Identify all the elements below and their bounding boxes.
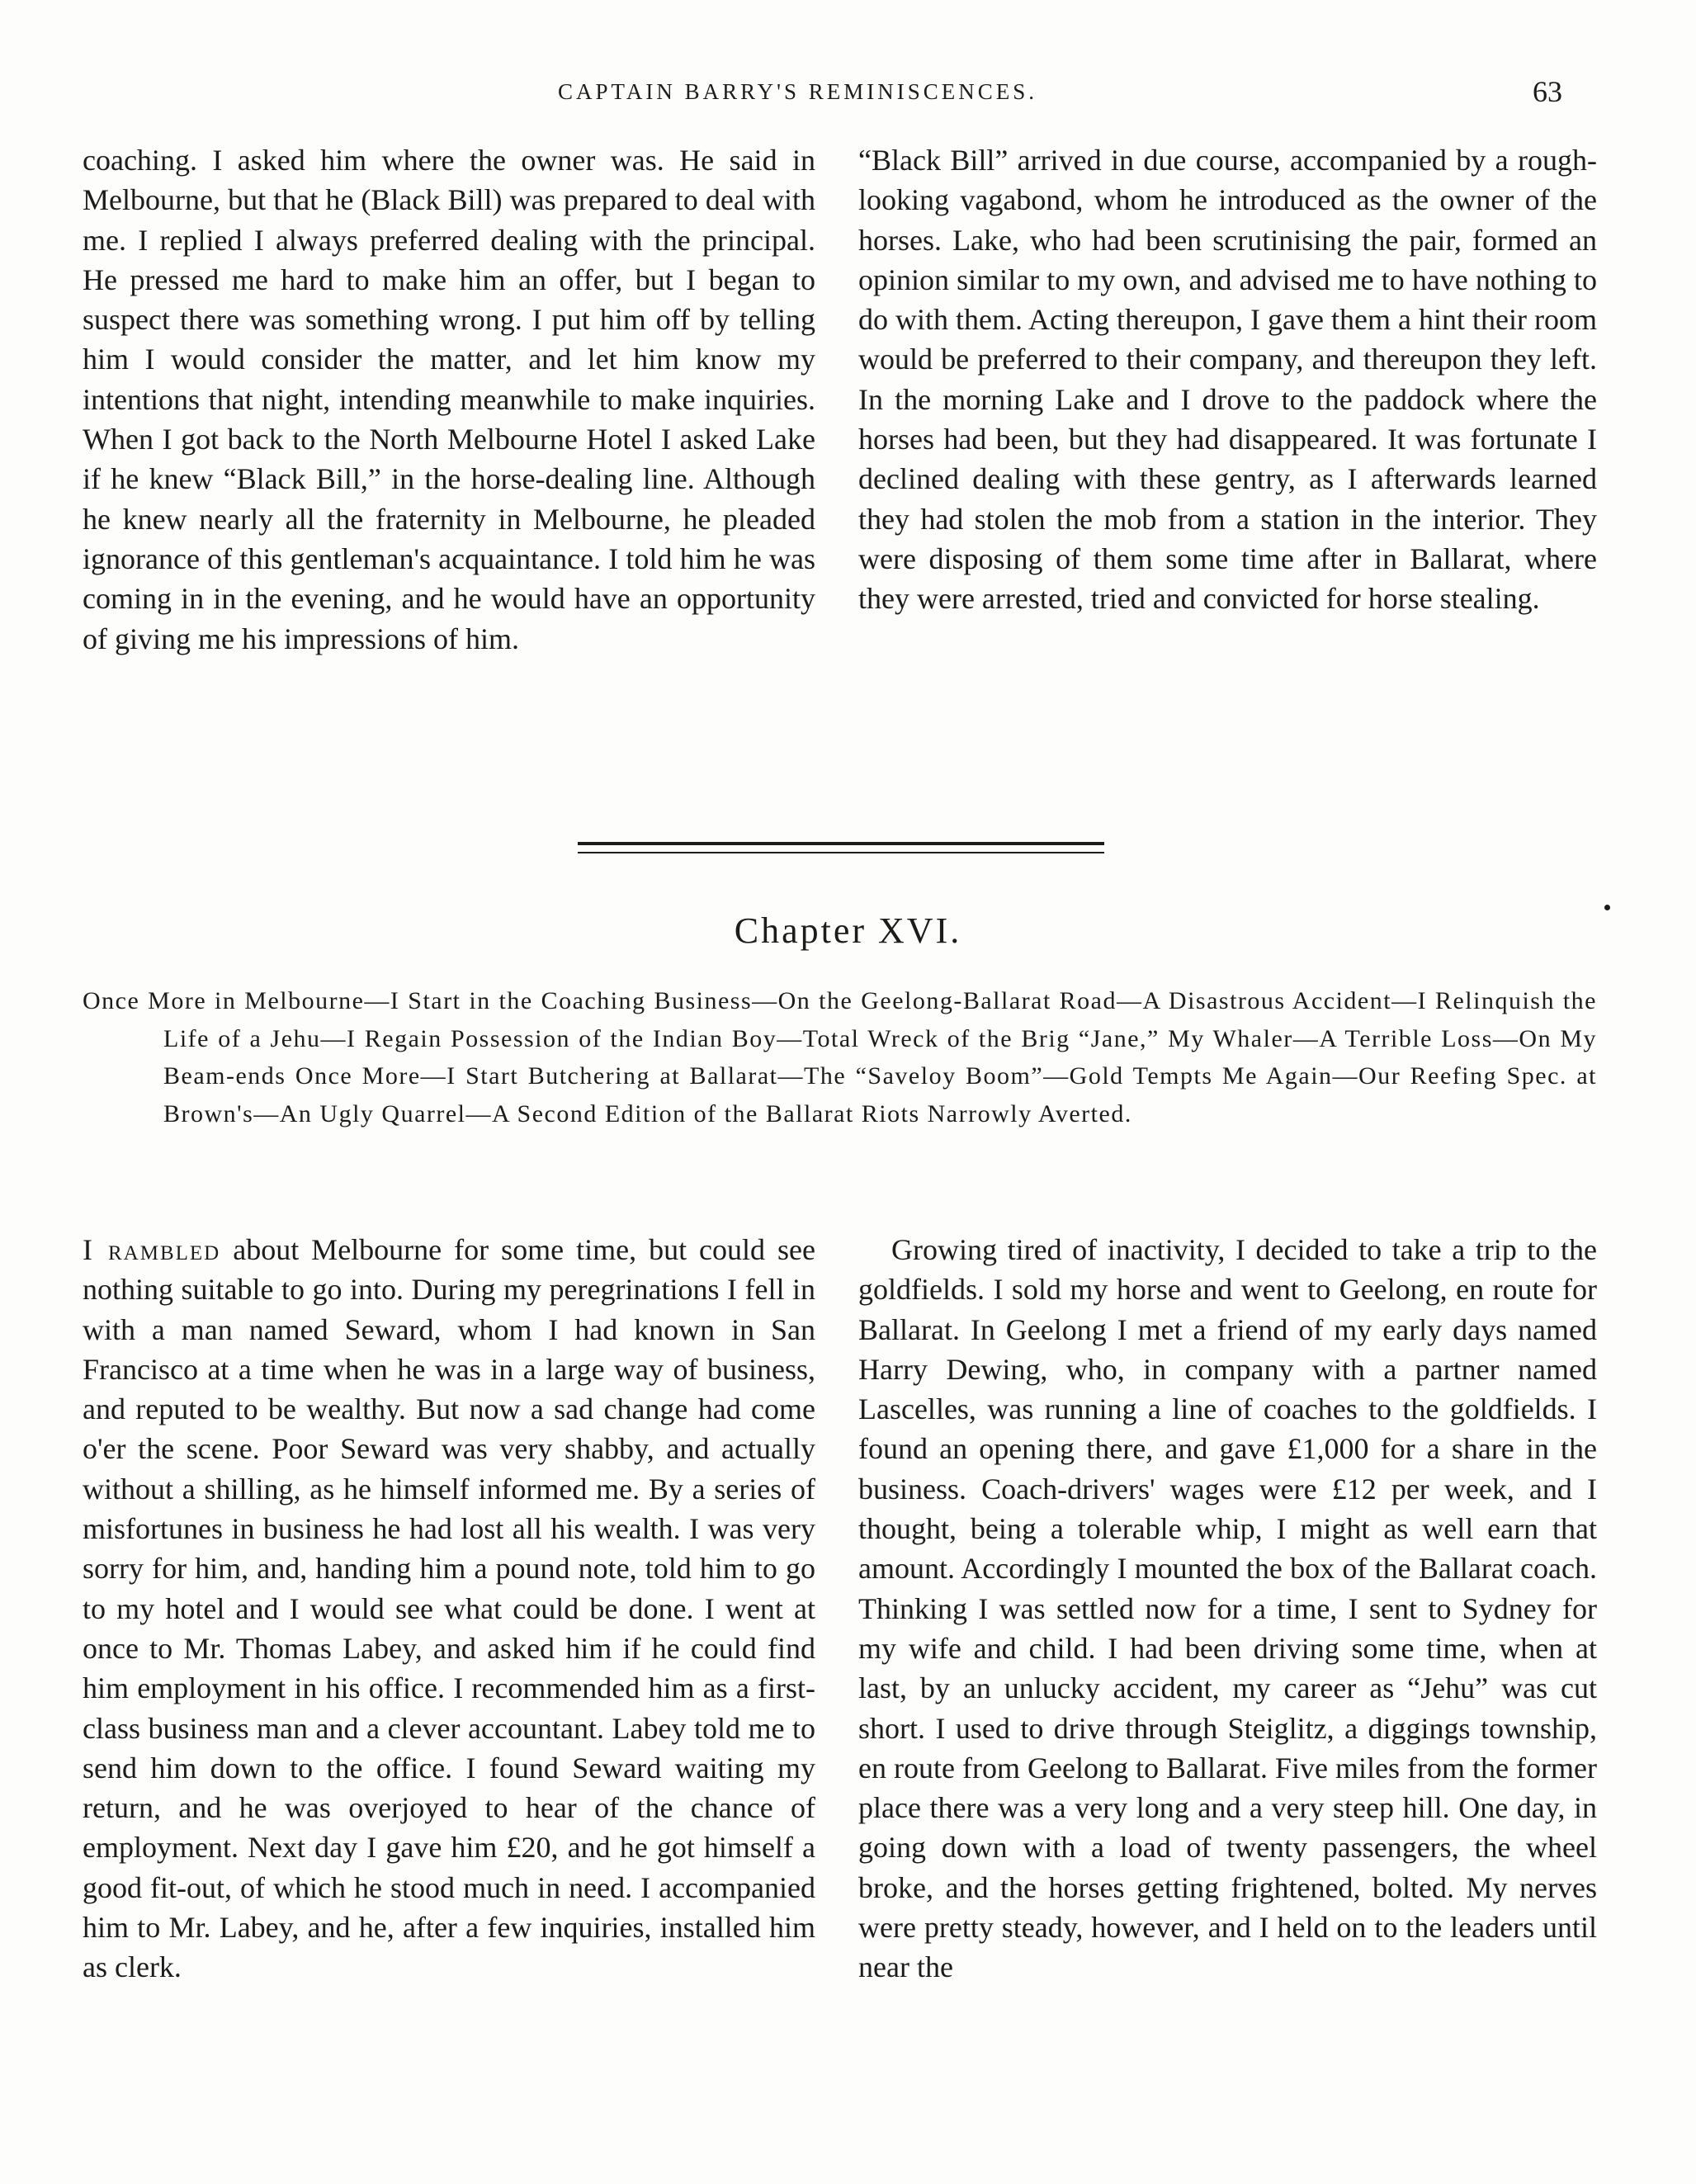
bottom-left-paragraph	[83, 1230, 815, 1988]
top-left-paragraph: coaching. I asked him where the owner was. He said in Melbourne, but that he (Black Bill) was prepared to deal with me. I replied I always preferred dealing with the principal. He pressed me hard to make him an offer, but I began to suspect there was something wrong. I put him off by telling him I would consider the matter, and let him know my intentions that night, intending meanwhile to make inquiries. When I got back to the North Melbourne Hotel I asked Lake if he knew “Black Bill,” in the horse-dealing line. Although he knew nearly all the fraternity in Melbourne, he pleaded ignorance of this gentleman's acquaintance. I told him he was coming in in the evening, and he would have an opportunity of giving me his impressions of him.	[83, 144, 815, 655]
page-header	[0, 75, 1696, 121]
running-title: CAPTAIN BARRY'S REMINISCENCES.	[558, 79, 1038, 104]
chapter-synopsis: Once More in Melbourne—I Start in the Coaching Business—On the Geelong-Ballarat Road—A Disastrous Accident—I Relinquish the Life of a Jehu—I Regain Possession of the Indian Boy—Total Wreck of the Brig “Jane,” My Whaler—A Terrible Loss—On My Beam-ends Once More—I Start Butchering at Ballarat—The “Saveloy Boom”—Gold Tempts Me Again—Our Reefing Spec. at Brown's—An Ugly Quarrel—A Second Edition of the Ballarat Riots Narrowly Averted.	[83, 987, 1597, 1127]
top-right-paragraph: “Black Bill” arrived in due course, accompanied by a rough-looking vagabond, whom he introduced as the owner of the horses. Lake, who had been scrutinising the pair, formed an opinion similar to my own, and advised me to have nothing to do with them. Acting thereupon, I gave them a hint their room would be preferred to their company, and thereupon they left. In the morning Lake and I drove to the paddock where the horses had been, but they had disappeared. It was fortunate I declined dealing with these gentry, as I afterwards learned they had stolen the mob from a station in the interior. They were disposing of them some time after in Ballarat, where they were arrested, tried and convicted for horse stealing.	[858, 144, 1597, 616]
opening-words: I rambled	[83, 1233, 221, 1266]
chapter-divider-thick	[578, 842, 1104, 845]
bottom-right-paragraph: Growing tired of inactivity, I decided to take a trip to the goldfields. I sold my horse and went to Geelong, en route for Ballarat. In Geelong I met a friend of my early days named Harry Dewing, who, in company with a partner named Lascelles, was running a line of coaches to the goldfields. I found an opening there, and gave £1,000 for a share in the business. Coach-drivers' wages were £12 per week, and I thought, being a tolerable whip, I might as well earn that amount. Accordingly I mounted the box of the Ballarat coach. Thinking I was settled now for a time, I sent to Sydney for my wife and child. I had been driving some time, when at last, by an unlucky accident, my career as “Jehu” was cut short. I used to drive through Steiglitz, a diggings township, en route from Geelong to Ballarat. Five miles from the former place there was a very long and a very steep hill. One day, in going down with a load of twenty passengers, the wheel broke, and the horses getting frightened, bolted. My nerves were pretty steady, however, and I held on to the leaders until near the	[858, 1233, 1597, 1984]
chapter-divider-thin	[578, 852, 1104, 853]
bottom-right-column	[858, 1230, 1597, 1988]
bottom-left-body: about Melbourne for some time, but could see nothing suitable to go into. During my peregrinations I fell in with a man named Seward, whom I had known in San Francisco at a time when he was in a large way of business, and reputed to be wealthy. But now a sad change had come o'er the scene. Poor Seward was very shabby, and actually without a shilling, as he himself informed me. By a series of misfortunes in business he had lost all his wealth. I was very sorry for him, and, handing him a pound note, told him to go to my hotel and I would see what could be done. I went at once to Mr. Thomas Labey, and asked him if he could find him employment in his office. I recommended him as a first-class business man and a clever accountant. Labey told me to send him down to the office. I found Seward waiting my return, and he was overjoyed to hear of the chance of employment. Next day I gave him £20, and he got himself a good fit-out, of which he stood much in need. I accompanied him to Mr. Labey, and he, after a few inquiries, installed him as clerk.	[83, 1233, 816, 1984]
page-number: 63	[1533, 75, 1562, 108]
chapter-title: Chapter XVI.	[734, 910, 962, 951]
top-left-column	[83, 140, 815, 659]
top-right-column	[858, 140, 1597, 619]
bottom-left-column	[83, 1230, 815, 1988]
